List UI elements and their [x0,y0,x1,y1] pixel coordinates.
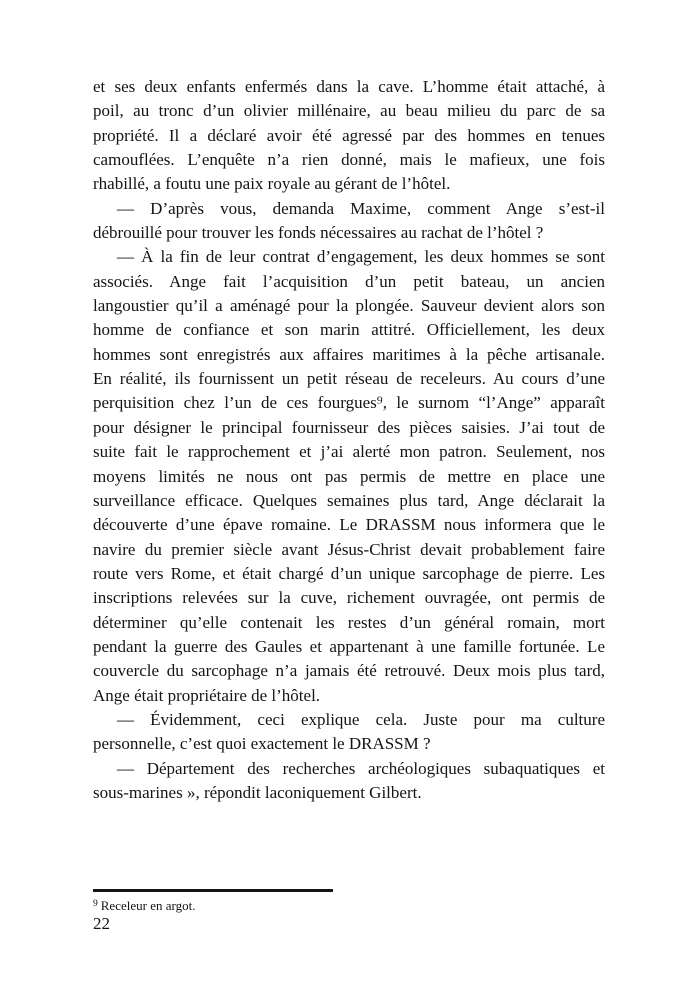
text-line: camouflées. L’enquête n’a rien donné, mais le mafieux, une fois [93,150,605,170]
text-line: route vers Rome, et était chargé d’un unique sarcophage de pierre. Les [93,563,605,583]
footnote [93,896,195,914]
text-line: découverte d’une épave romaine. Le DRASSM nous informera que le [93,515,605,535]
text-line: En réalité, ils fournissent un petit réseau de receleurs. Au cours d’une [93,369,605,389]
text-line: suite fait le rapprochement et j’ai alerté mon patron. Seulement, nos [93,442,605,462]
paragraph [93,708,605,757]
text-line: pour désigner le principal fournisseur des pièces saisies. J’ai tout de [93,417,605,437]
text-line: Ange était propriétaire de l’hôtel. [93,685,321,705]
text-line: navire du premier siècle avant Jésus-Christ devait probablement faire [93,539,605,559]
text-line: surveillance efficace. Quelques semaines plus tard, Ange déclarait la [93,490,605,510]
text-line: et ses deux enfants enfermés dans la cave. L’homme était attaché, à [93,77,605,96]
footnote-text: Receleur en argot. [100,898,196,913]
text-line: poil, au tronc d’un olivier millénaire, au beau milieu du parc de sa [93,101,605,121]
paragraph [93,75,605,197]
footnote-marker: 9 [93,899,98,909]
paragraph [93,197,605,246]
text-line: personnelle, c’est quoi exactement le DRASSM ? [93,734,431,754]
text-line: inscriptions relevées sur la cuve, richement ouvragée, ont permis de [93,588,605,608]
text-line: — D’après vous, demanda Maxime, comment Ange s’est-il [117,198,605,218]
page-number: 22 [93,914,110,933]
text-line: débrouillé pour trouver les fonds nécessaires au rachat de l’hôtel ? [93,223,544,243]
text-line: associés. Ange fait l’acquisition d’un petit bateau, un ancien [93,271,605,291]
text-line: perquisition chez l’un de ces fourgues⁹, le surnom “l’Ange” apparaît [93,393,605,413]
text-line: déterminer qu’elle contenait les restes d’un général romain, mort [93,612,605,632]
text-line: homme de confiance et son marin attitré. Officiellement, les deux [93,320,605,340]
text-line: — À la fin de leur contrat d’engagement, les deux hommes se sont [117,247,605,267]
text-line: sous-marines », répondit laconiquement Gilbert. [93,782,422,802]
paragraph [93,757,605,806]
text-line: hommes sont enregistrés aux affaires maritimes à la pêche artisanale. [93,344,605,364]
text-line: langoustier qu’il a aménagé pour la plongée. Sauveur devient alors son [93,296,605,316]
text-line: — Département des recherches archéologiques subaquatiques et [117,758,605,778]
text-line: pendant la guerre des Gaules et appartenant à une famille fortunée. Le [93,636,605,656]
text-line: moyens limités ne nous ont pas permis de mettre en place une [93,466,605,486]
footnote-separator [93,889,333,892]
text-line: rhabillé, a foutu une paix royale au gérant de l’hôtel. [93,174,451,194]
paragraph [93,245,605,708]
text-line: — Évidemment, ceci explique cela. Juste pour ma culture [117,709,605,729]
text-line: propriété. Il a déclaré avoir été agressé par des hommes en tenues [93,125,605,145]
body-text [93,75,605,805]
text-line: couvercle du sarcophage n’a jamais été retrouvé. Deux mois plus tard, [93,661,605,681]
